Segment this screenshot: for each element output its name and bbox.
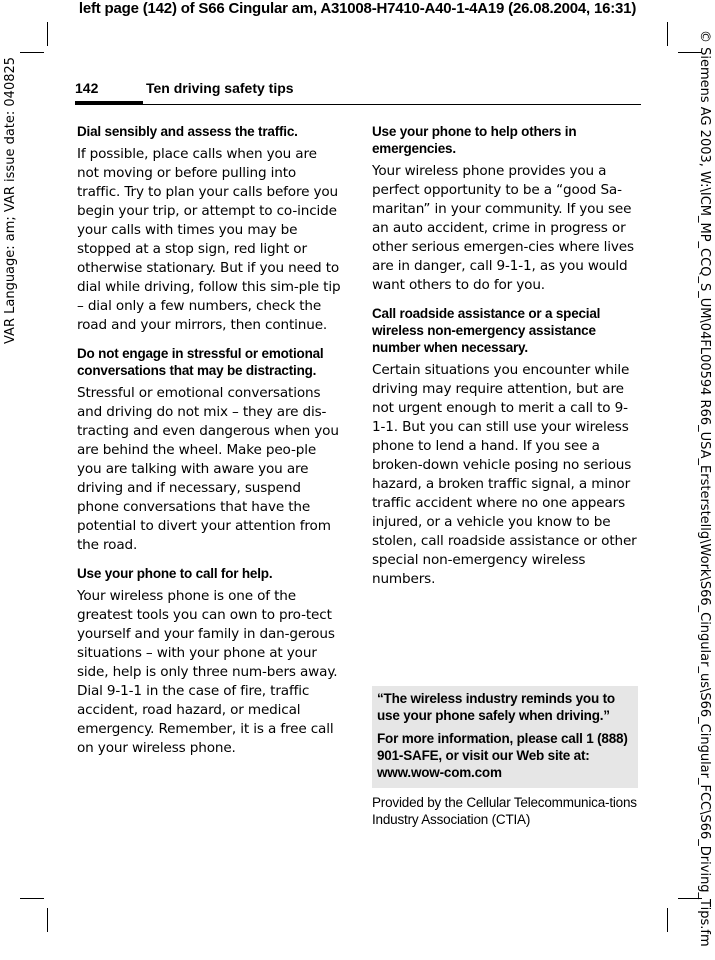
crop-mark [20,52,44,53]
side-text-right: © Siemens AG 2003, W:\ICM_MP_CCQ_S_UM\04FL00594 R66_USA_Ersterstellg\Work\S66_Cingular_us\S66_Cingular_FCC\S66_Driving_Tips.fm [697,30,712,947]
section-heading: Use your phone to help others in emergencies. [372,124,577,156]
section-body: Stressful or emotional conversations and driving do not mix – they are dis-tracting and even dangerous when you are behind the wheel. Make peo-ple you are talking with aware you are driving and if necessary, suspend phone conversations that have the potential to divert your attention from the road. [77,385,339,553]
notice-quote: “The wireless industry reminds you to use your phone safely when driving.” [377,691,615,723]
section-body: Your wireless phone provides you a perfect opportunity to be a “good Sa-maritan” in your community. If you see an auto accident, crime in progress or other serious emergen-cies where lives are in danger, call 9-1-1, as you would want others to do for you. [372,163,634,293]
crop-mark [47,22,48,46]
side-text-left: VAR Language: am; VAR issue date: 040825 [3,56,18,344]
section-body: If possible, place calls when you are not moving or before pulling into traffic. Try to plan your calls before you begin your trip, or attempt to co-incide your calls with times you may be stopped at a stop sign, red light or otherwise stationary. But if you need to dial while driving, follow this sim-ple tip – dial only a few numbers, check the road and your mirrors, then continue. [77,146,341,333]
section-heading: Dial sensibly and assess the traffic. [77,124,298,139]
notice-info: For more information, please call 1 (888) 901-SAFE, or visit our Web site at: www.wow-com.com [377,731,628,780]
crop-mark [667,22,668,46]
section-heading: Do not engage in stressful or emotional conversations that may be distracting. [77,346,324,378]
print-header: left page (142) of S66 Cingular am, A31008-H7410-A40-1-4A19 (26.08.2004, 16:31) [78,0,637,17]
header-rule [143,104,641,105]
section-body: Your wireless phone is one of the greatest tools you can own to pro-tect yourself and your family in dan-gerous situations – with your phone at your side, help is only three num-bers away. Dial 9-1-1 in the case of fire, traffic accident, road hazard, or medical emergency. Remember, it is a free call on your wireless phone. [77,588,338,756]
page-title: Ten driving safety tips [146,80,294,96]
crop-mark [47,908,48,932]
section-body: Certain situations you encounter while driving may require attention, but are not urgent enough to merit a call to 9-1-1. But you can still use your wireless phone to lend a hand. If you see a broken-down vehicle posing no serious hazard, a broken traffic signal, a minor traffic accident where no one appears injured, or a vehicle you know to be stolen, call roadside assistance or other special non-emergency wireless numbers. [372,362,637,587]
section-heading: Call roadside assistance or a special wireless non-emergency assistance number when necessary. [372,306,601,355]
header-rule-thick [75,101,143,105]
credit-line: Provided by the Cellular Telecommunica-tions Industry Association (CTIA) [372,795,637,827]
safety-notice-box [372,686,638,788]
page-number: 142 [75,80,99,96]
right-column [372,123,640,599]
crop-mark [667,908,668,932]
section-heading: Use your phone to call for help. [77,566,273,581]
left-column [77,123,342,768]
crop-mark [20,898,44,899]
